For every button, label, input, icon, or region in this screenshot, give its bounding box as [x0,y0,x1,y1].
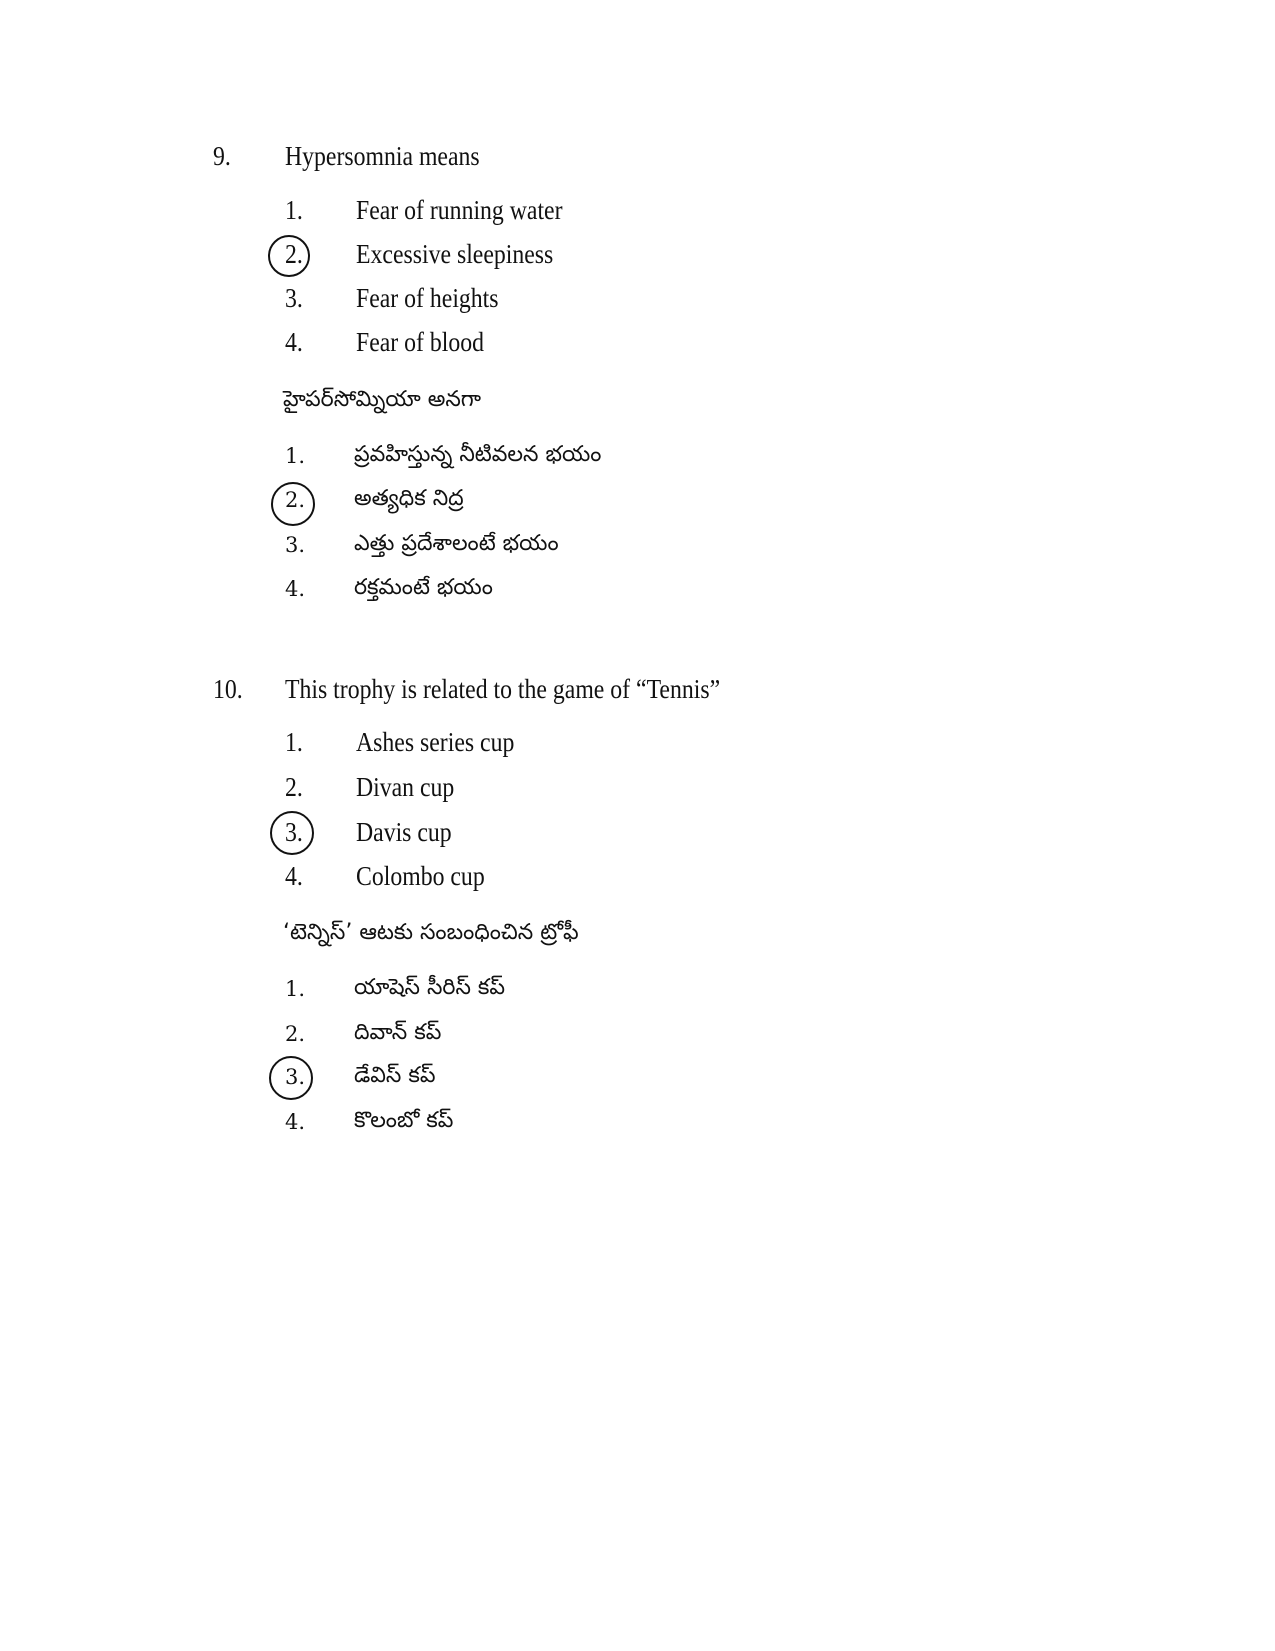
option-text: డేవిస్ కప్ [354,1063,436,1088]
option-text: దివాన్ కప్ [354,1020,442,1045]
option-number: 2. [285,239,303,269]
question-text-telugu: హైపర్‌సోమ్నియా అనగా [283,387,482,412]
option-text: Davis cup [356,817,452,847]
option-number: 3. [285,1065,306,1089]
option-text: Colombo cup [356,861,485,891]
option-number: 1. [285,727,303,757]
option-text: రక్తమంటే భయం [354,575,493,600]
option-text: ప్రవహిస్తున్న నీటివలన భయం [354,442,602,467]
option-number: 2. [285,772,303,802]
question-text-english: This trophy is related to the game of “Tennis” [285,674,721,704]
option-number: 4. [285,1110,306,1134]
option-text: అత్యధిక నిద్ర [354,486,464,511]
option-number: 1. [285,195,303,225]
option-text: Fear of heights [356,283,499,313]
option-number: 3. [285,533,306,557]
option-text: కొలంబో కప్ [354,1108,454,1133]
option-text: Ashes series cup [356,727,515,757]
option-text: Divan cup [356,772,455,802]
option-text: Fear of blood [356,327,485,357]
option-text: Excessive sleepiness [356,239,554,269]
question-number: 10. [213,674,243,704]
option-text: ఎత్తు ప్రదేశాలంటే భయం [354,531,559,556]
option-number: 4. [285,861,303,891]
option-number: 2. [285,488,306,512]
option-text: యాషెస్ సీరిస్ కప్ [354,975,506,1000]
option-number: 1. [285,977,306,1001]
option-text: Fear of running water [356,195,563,225]
option-number: 2. [285,1022,306,1046]
option-number: 4. [285,327,303,357]
question-text-english: Hypersomnia means [285,141,480,171]
question-number: 9. [213,141,231,171]
option-number: 1. [285,444,306,468]
option-number: 4. [285,577,306,601]
option-number: 3. [285,817,303,847]
option-number: 3. [285,283,303,313]
question-text-telugu: ‘టెన్నిస్’ ఆటకు సంబంధించిన ట్రోఫీ [283,920,579,945]
